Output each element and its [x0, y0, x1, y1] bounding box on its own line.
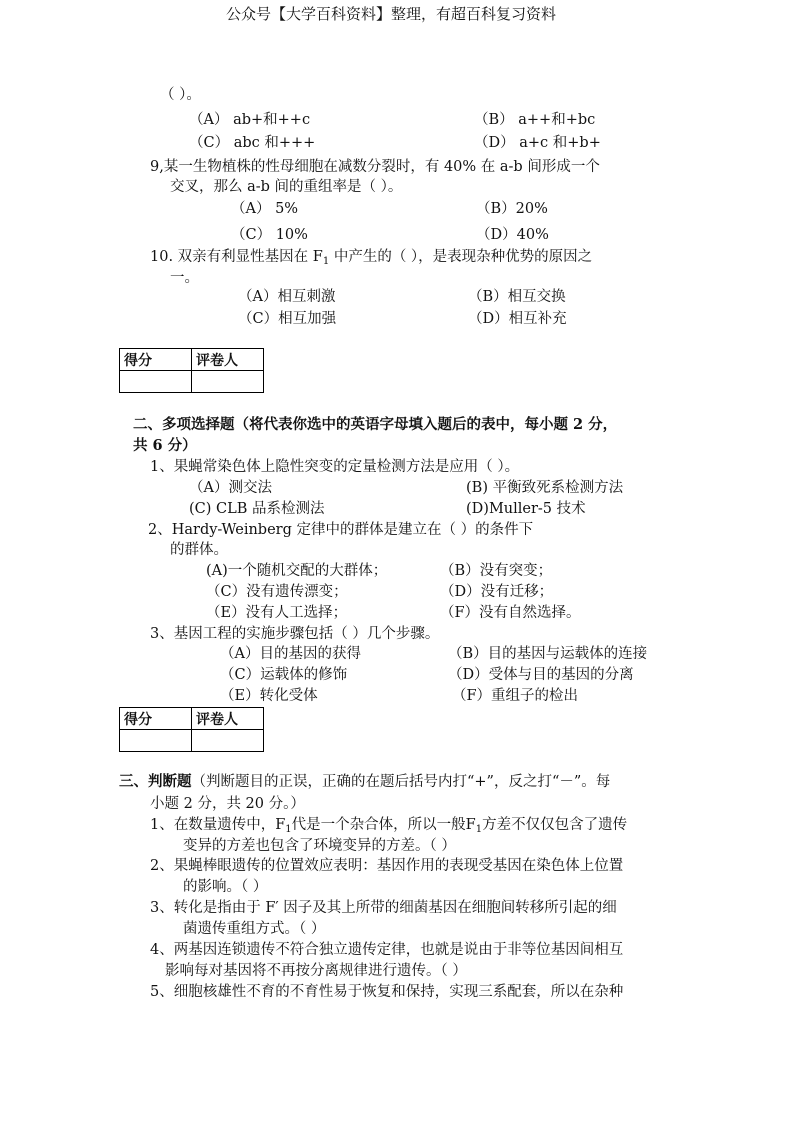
- p3-q1-sub2: 1: [475, 824, 483, 835]
- q10-option-d: （D）相互补充: [468, 311, 567, 327]
- p3-q1-line1: [150, 816, 627, 834]
- p3-q1-mid: 代是一个杂合体，所以一般F: [291, 817, 476, 833]
- q8-option-c: （C） abc 和+++: [189, 135, 316, 151]
- score-header: 得分: [120, 349, 192, 371]
- p3-q1-post: 方差不仅仅包含了遗传: [482, 817, 628, 833]
- p2-q3-option-a: （A）目的基因的获得: [220, 646, 361, 662]
- score-cell[interactable]: [120, 371, 192, 393]
- part3-title-line1: [119, 773, 610, 791]
- p3-q4-line1: 4、两基因连锁遗传不符合独立遗传定律，也就是说由于非等位基因间相互: [150, 942, 624, 958]
- p2-q2-option-e: （E）没有人工选择；: [206, 605, 348, 621]
- p3-q5-line1: 5、细胞核雄性不育的不育性易于恢复和保持，实现三系配套，所以在杂种: [150, 984, 624, 1000]
- part3-title-rest: （判断题目的正误，正确的在题后括号内打“+”，反之打“－”。每: [191, 774, 611, 790]
- p3-q2-line2: 的影响。（ ）: [183, 879, 268, 895]
- p2-q3-option-f: （F）重组子的检出: [452, 688, 579, 704]
- q10-option-b: （B）相互交换: [468, 289, 566, 305]
- part3-title-bold: 三、判断题: [119, 773, 192, 790]
- score-table-1: [119, 348, 264, 393]
- q10-sub: 1: [322, 256, 330, 267]
- p2-q1-option-a: （A）测交法: [189, 480, 272, 496]
- score-cell[interactable]: [120, 730, 192, 752]
- q8-tail: （ ）。: [160, 87, 201, 103]
- p2-q2-option-c: （C）没有遗传漂变；: [206, 584, 348, 600]
- part2-title-line2: 共 6 分）: [133, 437, 197, 454]
- p3-q2-line1: 2、果蝇棒眼遗传的位置效应表明：基因作用的表现受基因在染色体上位置: [150, 858, 624, 874]
- grader-header: 评卷人: [192, 349, 264, 371]
- q10-option-a: （A）相互刺激: [238, 289, 336, 305]
- q9-option-a: （A） 5%: [231, 201, 299, 217]
- grader-header: 评卷人: [192, 708, 264, 730]
- score-table-2: [119, 707, 264, 752]
- score-header: 得分: [120, 708, 192, 730]
- p3-q3-line1: 3、转化是指由于 F′ 因子及其上所带的细菌基因在细胞间转移所引起的细: [150, 900, 617, 916]
- q10-line2: 一。: [170, 270, 199, 286]
- q10-post: 中产生的（ ），是表现杂种优势的原因之: [329, 249, 593, 265]
- q9-line1: 9,某一生物植株的性母细胞在减数分裂时，有 40% 在 a-b 间形成一个: [150, 159, 600, 175]
- part3-title-line2: 小题 2 分，共 20 分。）: [150, 796, 305, 812]
- p2-q3-option-b: （B）目的基因与运载体的连接: [448, 646, 648, 662]
- page-header: 公众号【大学百科资料】整理，有超百科复习资料: [226, 5, 557, 23]
- p3-q1-sub1: 1: [285, 824, 292, 835]
- p3-q1-line2: 变异的方差也包含了环境变异的方差。（ ）: [183, 838, 456, 854]
- q8-option-a: （A） ab+和++c: [189, 112, 311, 128]
- q8-option-d: （D） a+c 和+b+: [474, 135, 601, 151]
- p2-q2-option-f: （F）没有自然选择。: [440, 605, 581, 621]
- part2-title-line1: 二、多项选择题（将代表你选中的英语字母填入题后的表中，每小题 2 分，: [133, 416, 618, 433]
- p2-q1-option-b: (B) 平衡致死系检测方法: [466, 480, 624, 496]
- p2-q1: 1、果蝇常染色体上隐性突变的定量检测方法是应用（ ）。: [150, 459, 520, 475]
- q9-option-c: （C） 10%: [231, 227, 308, 243]
- p2-q2-option-d: （D）没有迁移；: [440, 584, 554, 600]
- grader-cell[interactable]: [192, 371, 264, 393]
- q10-pre: 10. 双亲有利显性基因在 F: [150, 249, 323, 265]
- p2-q2-line2: 的群体。: [170, 542, 228, 558]
- p2-q3-option-c: （C）运载体的修饰: [220, 667, 348, 683]
- p2-q2-option-a: (A)一个随机交配的大群体；: [206, 563, 388, 579]
- p2-q1-option-c: (C) CLB 品系检测法: [189, 501, 325, 517]
- p2-q3: 3、基因工程的实施步骤包括（ ）几个步骤。: [150, 626, 440, 642]
- p2-q3-option-d: （D）受体与目的基因的分离: [448, 667, 634, 683]
- p3-q4-line2: 影响每对基因将不再按分离规律进行遗传。（ ）: [165, 963, 467, 979]
- q10-option-c: （C）相互加强: [238, 311, 337, 327]
- grader-cell[interactable]: [192, 730, 264, 752]
- q9-line2: 交叉，那么 a-b 间的重组率是（ ）。: [170, 179, 403, 195]
- p2-q3-option-e: （E）转化受体: [220, 688, 318, 704]
- p2-q1-option-d: (D)Muller-5 技术: [466, 501, 586, 517]
- q9-option-b: （B）20%: [476, 201, 548, 217]
- p3-q3-line2: 菌遗传重组方式。（ ）: [183, 921, 326, 937]
- q9-option-d: （D）40%: [476, 227, 549, 243]
- q10-line1: [150, 248, 592, 266]
- p2-q2-option-b: （B）没有突变；: [440, 563, 553, 579]
- p3-q1-pre: 1、在数量遗传中，F: [150, 817, 286, 833]
- p2-q2-line1: 2、Hardy-Weinberg 定律中的群体是建立在（ ）的条件下: [148, 522, 534, 538]
- q8-option-b: （B） a++和+bc: [474, 112, 596, 128]
